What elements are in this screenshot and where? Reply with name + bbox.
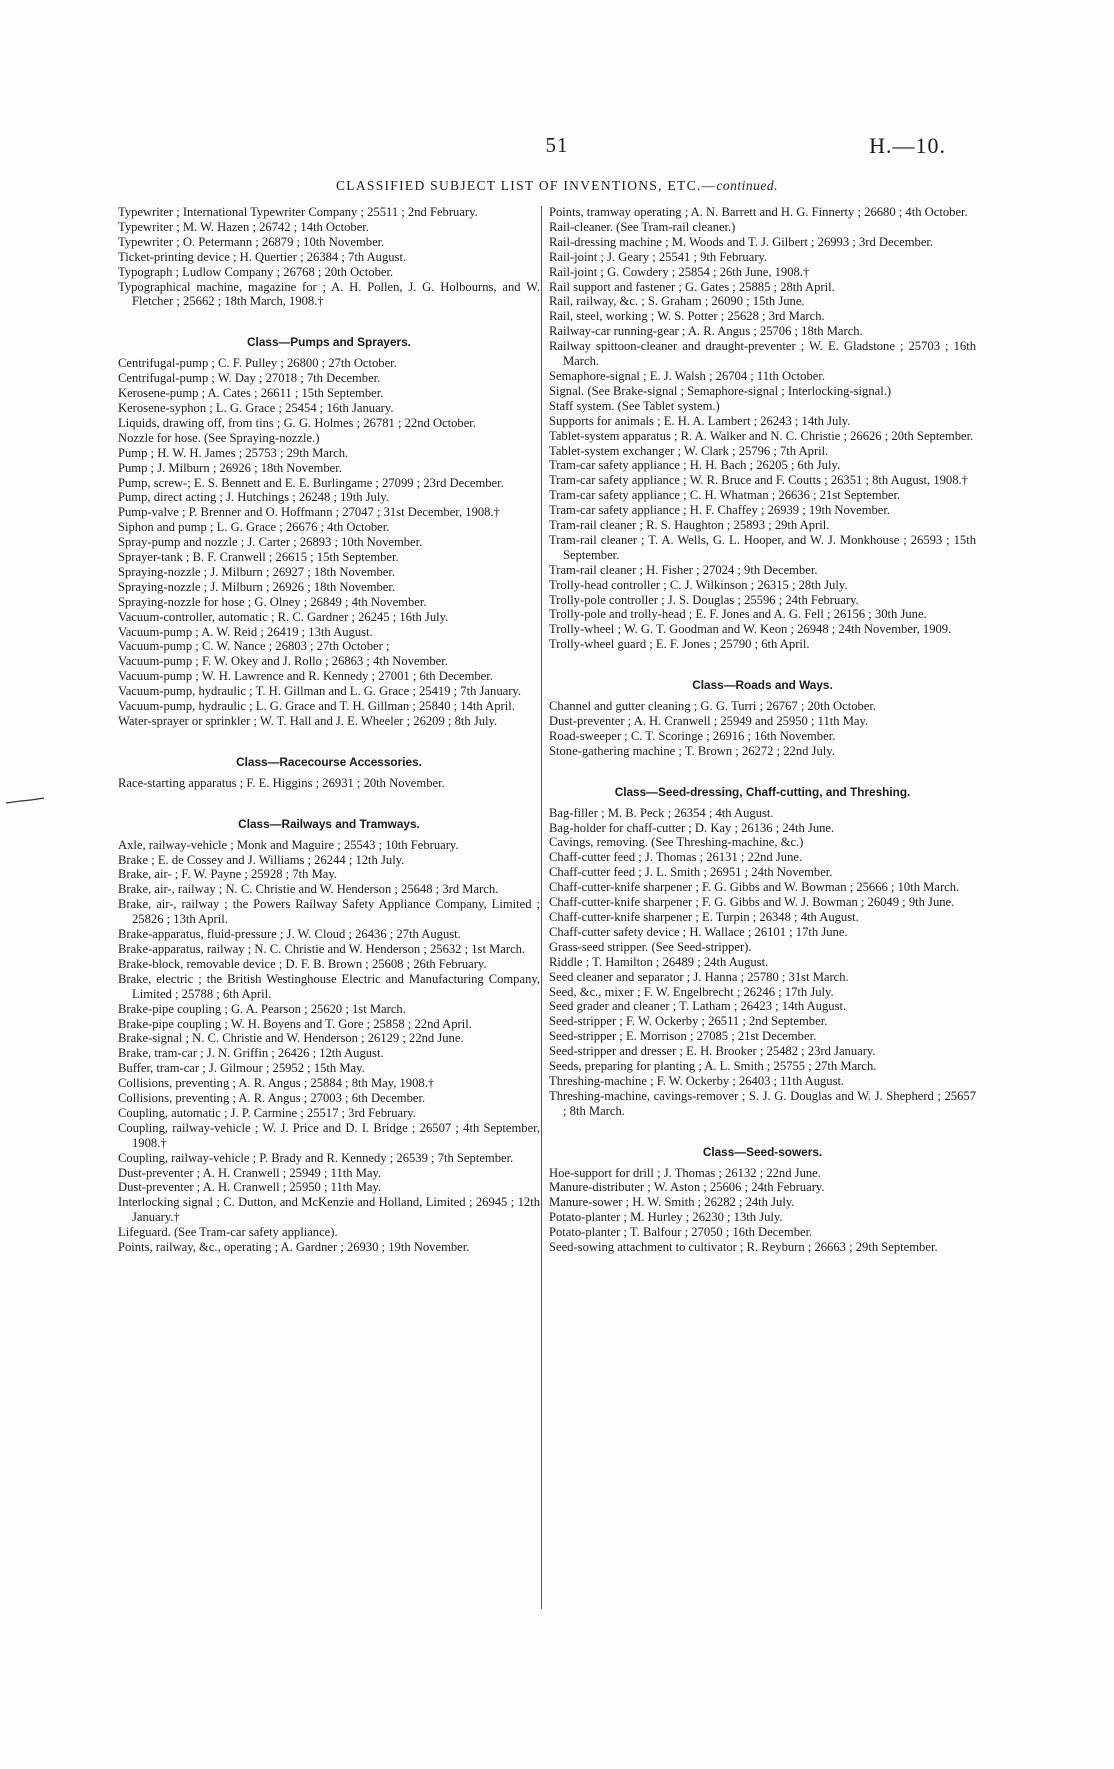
invention-entry: Chaff-cutter-knife sharpener ; E. Turpin ; 26348 ; 4th August. xyxy=(549,909,859,924)
invention-entry: Spraying-nozzle ; J. Milburn ; 26926 ; 18th November. xyxy=(118,579,396,594)
invention-entry: Coupling, railway-vehicle ; P. Brady and R. Kennedy ; 26539 ; 7th September. xyxy=(118,1150,514,1165)
invention-entry: Brake-pipe coupling ; W. H. Boyens and T. Gore ; 25858 ; 22nd April. xyxy=(118,1016,472,1031)
invention-entry: Rail-cleaner. (See Tram-rail cleaner.) xyxy=(549,219,736,234)
invention-entry: Trolly-pole controller ; J. S. Douglas ; 25596 ; 24th February. xyxy=(549,592,859,607)
invention-entry: Trolly-head controller ; C. J. Wilkinson ; 26315 ; 28th July. xyxy=(549,577,848,592)
section-spacer xyxy=(549,652,976,672)
invention-entry: Vacuum-pump, hydraulic ; T. H. Gillman and L. G. Grace ; 25419 ; 7th January. xyxy=(118,684,522,699)
invention-entry: Chaff-cutter safety device ; H. Wallace ; 26101 ; 17th June. xyxy=(549,924,848,939)
section-spacer xyxy=(549,759,976,779)
invention-entry: Manure-distributer ; W. Aston ; 25606 ; 24th February. xyxy=(549,1180,825,1195)
invention-entry: Brake-pipe coupling ; G. A. Pearson ; 25620 ; 1st March. xyxy=(118,1001,406,1016)
list-heading-continued: continued. xyxy=(716,178,778,193)
section-spacer xyxy=(118,791,540,811)
invention-entry: Centrifugal-pump ; W. Day ; 27018 ; 7th December. xyxy=(118,371,381,386)
class-heading: Class—Racecourse Accessories. xyxy=(236,754,422,769)
column-divider xyxy=(541,206,542,1609)
invention-entry: Liquids, drawing off, from tins ; G. G. Holmes ; 26781 ; 22nd October. xyxy=(118,415,476,430)
invention-entry: Vacuum-pump, hydraulic ; L. G. Grace and T. H. Gillman ; 25840 ; 14th April. xyxy=(118,699,515,714)
invention-entry: Channel and gutter cleaning ; G. G. Turri ; 26767 ; 20th October. xyxy=(549,699,877,714)
invention-entry: Seed cleaner and separator ; J. Hanna ; 25780 ; 31st March. xyxy=(549,969,849,984)
invention-entry: Seeds, preparing for planting ; A. L. Smith ; 25755 ; 27th March. xyxy=(549,1059,877,1074)
invention-entry: Chaff-cutter-knife sharpener ; F. G. Gibbs and W. Bowman ; 25666 ; 10th March. xyxy=(549,880,960,895)
invention-entry: Potato-planter ; T. Balfour ; 27050 ; 16th December. xyxy=(549,1225,813,1240)
invention-entry: Siphon and pump ; L. G. Grace ; 26676 ; 4th October. xyxy=(118,520,390,535)
invention-entry: Bag-holder for chaff-cutter ; D. Kay ; 26136 ; 24th June. xyxy=(549,820,835,835)
invention-entry: Rail support and fastener ; G. Gates ; 25885 ; 28th April. xyxy=(549,279,835,294)
invention-entry: Points, tramway operating ; A. N. Barrett and H. G. Finnerty ; 26680 ; 4th October. xyxy=(549,205,968,219)
invention-entry: Rail-joint ; J. Geary ; 25541 ; 9th February. xyxy=(549,249,768,264)
invention-entry: Dust-preventer ; A. H. Cranwell ; 25949 and 25950 ; 11th May. xyxy=(549,714,869,728)
invention-entry: Spraying-nozzle ; J. Milburn ; 26927 ; 18th November. xyxy=(118,564,396,579)
invention-entry: Supports for animals ; E. H. A. Lambert ; 26243 ; 14th July. xyxy=(549,413,851,428)
class-heading: Class—Seed-sowers. xyxy=(702,1144,823,1159)
invention-entry: Brake ; E. de Cossey and J. Williams ; 26244 ; 12th July. xyxy=(118,852,405,867)
invention-entry: Interlocking signal ; C. Dutton, and McKenzie and Holland, Limited ; 26945 ; 12th January.† xyxy=(118,1195,540,1225)
invention-entry: Tram-car safety appliance ; H. H. Bach ; 26205 ; 6th July. xyxy=(549,458,841,473)
invention-entry: Tram-car safety appliance ; C. H. Whatman ; 26636 ; 21st September. xyxy=(549,488,901,503)
invention-entry: Pump, direct acting ; J. Hutchings ; 26248 ; 19th July. xyxy=(118,490,389,505)
invention-entry: Collisions, preventing ; A. R. Angus ; 27003 ; 6th December. xyxy=(118,1091,426,1106)
invention-entry: Threshing-machine ; F. W. Ockerby ; 26403 ; 11th August. xyxy=(549,1073,845,1088)
invention-entry: Tram-car safety appliance ; W. R. Bruce and F. Coutts ; 26351 ; 8th August, 1908.† xyxy=(549,473,968,488)
invention-entry: Seed, &c., mixer ; F. W. Engelbrecht ; 26246 ; 17th July. xyxy=(549,984,834,999)
invention-entry: Brake, air-, railway ; N. C. Christie and W. Henderson ; 25648 ; 3rd March. xyxy=(118,882,499,897)
invention-entry: Brake, tram-car ; J. N. Griffin ; 26426 ; 12th August. xyxy=(118,1046,384,1061)
invention-entry: Ticket-printing device ; H. Quertier ; 26384 ; 7th August. xyxy=(118,249,407,264)
invention-entry: Seed grader and cleaner ; T. Latham ; 26423 ; 14th August. xyxy=(549,999,847,1014)
class-heading: Class—Seed-dressing, Chaff-cutting, and Threshing. xyxy=(614,784,911,799)
invention-entry: Brake, air-, railway ; the Powers Railway Safety Appliance Company, Limited ; 25826 ; 13th April. xyxy=(118,897,540,927)
invention-entry: Chaff-cutter feed ; J. Thomas ; 26131 ; 22nd June. xyxy=(549,850,803,865)
invention-entry: Buffer, tram-car ; J. Gilmour ; 25952 ; 15th May. xyxy=(118,1061,365,1076)
invention-entry: Tram-car safety appliance ; H. F. Chaffey ; 26939 ; 19th November. xyxy=(549,503,891,518)
invention-entry: Tablet-system apparatus ; R. A. Walker and N. C. Christie ; 26626 ; 20th September. xyxy=(549,428,974,443)
invention-entry: Road-sweeper ; C. T. Scoringe ; 26916 ; 16th November. xyxy=(549,728,836,743)
invention-entry: Brake, electric ; the British Westinghouse Electric and Manufacturing Company, Limited ; 25788 ; 6th April. xyxy=(118,971,540,1001)
invention-entry: Cavings, removing. (See Threshing-machine, &c.) xyxy=(549,835,804,850)
invention-entry: Tablet-system exchanger ; W. Clark ; 25796 ; 7th April. xyxy=(549,443,829,458)
left-column xyxy=(118,205,540,1255)
invention-entry: Vacuum-pump ; W. H. Lawrence and R. Kennedy ; 27001 ; 6th December. xyxy=(118,669,493,684)
invention-entry: Brake-apparatus, railway ; N. C. Christie and W. Henderson ; 25632 ; 1st March. xyxy=(118,941,526,956)
invention-entry: Dust-preventer ; A. H. Cranwell ; 25950 ; 11th May. xyxy=(118,1180,382,1195)
invention-entry: Typograph ; Ludlow Company ; 26768 ; 20th October. xyxy=(118,264,394,279)
invention-entry: Seed-stripper ; F. W. Ockerby ; 26511 ; 2nd September. xyxy=(549,1014,828,1029)
class-heading: Class—Pumps and Sprayers. xyxy=(247,335,411,350)
invention-entry: Rail, steel, working ; W. S. Potter ; 25628 ; 3rd March. xyxy=(549,309,825,324)
invention-entry: Sprayer-tank ; B. F. Cranwell ; 26615 ; 15th September. xyxy=(118,550,399,565)
invention-entry: Staff system. (See Tablet system.) xyxy=(549,398,720,413)
invention-entry: Rail-joint ; G. Cowdery ; 25854 ; 26th June, 1908.† xyxy=(549,264,810,279)
invention-entry: Tram-rail cleaner ; R. S. Haughton ; 25893 ; 29th April. xyxy=(549,518,830,533)
invention-entry: Coupling, railway-vehicle ; W. J. Price and D. I. Bridge ; 26507 ; 4th September, 1908.† xyxy=(118,1120,540,1150)
invention-entry: Collisions, preventing ; A. R. Angus ; 25884 ; 8th May, 1908.† xyxy=(118,1076,435,1091)
invention-entry: Trolly-wheel ; W. G. T. Goodman and W. Keon ; 26948 ; 24th November, 1909. xyxy=(549,622,952,637)
invention-entry: Seed-stripper ; E. Morrison ; 27085 ; 21st December. xyxy=(549,1029,817,1044)
class-heading: Class—Roads and Ways. xyxy=(692,678,833,693)
invention-entry: Pump ; H. W. H. James ; 25753 ; 29th March. xyxy=(118,445,349,460)
invention-entry: Lifeguard. (See Tram-car safety appliance). xyxy=(118,1225,338,1240)
invention-entry: Vacuum-pump ; A. W. Reid ; 26419 ; 13th August. xyxy=(118,624,373,639)
invention-entry: Points, railway, &c., operating ; A. Gardner ; 26930 ; 19th November. xyxy=(118,1240,470,1255)
invention-entry: Brake, air- ; F. W. Payne ; 25928 ; 7th May. xyxy=(118,867,337,882)
invention-entry: Centrifugal-pump ; C. F. Pulley ; 26800 ; 27th October. xyxy=(118,356,397,371)
invention-entry: Trolly-wheel guard ; E. F. Jones ; 25790 ; 6th April. xyxy=(549,637,810,652)
invention-entry: Typewriter ; M. W. Hazen ; 26742 ; 14th October. xyxy=(118,219,369,234)
invention-entry: Semaphore-signal ; E. J. Walsh ; 26704 ; 11th October. xyxy=(549,368,826,383)
section-spacer xyxy=(549,1119,976,1139)
invention-entry: Seed-sowing attachment to cultivator ; R. Reyburn ; 26663 ; 29th September. xyxy=(549,1240,938,1255)
invention-entry: Kerosene-syphon ; L. G. Grace ; 25454 ; 16th January. xyxy=(118,400,394,415)
invention-entry: Hoe-support for drill ; J. Thomas ; 26132 ; 22nd June. xyxy=(549,1165,821,1180)
invention-entry: Manure-sower ; H. W. Smith ; 26282 ; 24th July. xyxy=(549,1195,795,1210)
invention-entry: Vacuum-controller, automatic ; R. C. Gardner ; 26245 ; 16th July. xyxy=(118,609,449,624)
document-reference: H.—10. xyxy=(869,133,946,158)
invention-entry: Rail-dressing machine ; M. Woods and T. J. Gilbert ; 26993 ; 3rd December. xyxy=(549,234,934,249)
invention-entry: Water-sprayer or sprinkler ; W. T. Hall and J. E. Wheeler ; 26209 ; 8th July. xyxy=(118,714,498,728)
invention-entry: Pump, screw-; E. S. Bennett and E. E. Burlingame ; 27099 ; 23rd December. xyxy=(118,475,504,490)
invention-entry: Vacuum-pump ; F. W. Okey and J. Rollo ; 26863 ; 4th November. xyxy=(118,654,448,669)
invention-entry: Stone-gathering machine ; T. Brown ; 26272 ; 22nd July. xyxy=(549,743,835,758)
invention-entry: Rail, railway, &c. ; S. Graham ; 26090 ; 15th June. xyxy=(549,294,805,309)
invention-entry: Brake-apparatus, fluid-pressure ; J. W. Cloud ; 26436 ; 27th August. xyxy=(118,927,461,942)
invention-entry: Spray-pump and nozzle ; J. Carter ; 26893 ; 10th November. xyxy=(118,535,423,550)
invention-entry: Kerosene-pump ; A. Cates ; 26611 ; 15th September. xyxy=(118,386,384,401)
invention-entry: Brake-block, removable device ; D. F. B. Brown ; 25608 ; 26th February. xyxy=(118,956,487,971)
invention-entry: Trolly-pole and trolly-head ; E. F. Jones and A. G. Fell ; 26156 ; 30th June. xyxy=(549,607,927,622)
invention-entry: Coupling, automatic ; J. P. Carmine ; 25517 ; 3rd February. xyxy=(118,1105,416,1120)
invention-entry: Railway spittoon-cleaner and draught-preventer ; W. E. Gladstone ; 25703 ; 16th March. xyxy=(549,339,976,369)
invention-entry: Nozzle for hose. (See Spraying-nozzle.) xyxy=(118,430,320,445)
invention-entry: Typewriter ; International Typewriter Company ; 25511 ; 2nd February. xyxy=(118,205,478,219)
invention-entry: Pump ; J. Milburn ; 26926 ; 18th November. xyxy=(118,460,342,475)
invention-entry: Brake-signal ; N. C. Christie and W. Henderson ; 26129 ; 22nd June. xyxy=(118,1031,464,1046)
invention-entry: Typographical machine, magazine for ; A. H. Pollen, J. G. Holbourns, and W. Fletcher ; 25662 ; 18th March, 1908.† xyxy=(118,279,540,309)
section-spacer xyxy=(118,729,540,749)
invention-entry: Seed-stripper and dresser ; E. H. Brooker ; 25482 ; 23rd January. xyxy=(549,1044,876,1059)
invention-entry: Threshing-machine, cavings-remover ; S. J. G. Douglas and W. J. Shepherd ; 25657 ; 8th March. xyxy=(549,1088,976,1118)
margin-pen-mark xyxy=(5,797,45,805)
invention-entry: Grass-seed stripper. (See Seed-stripper). xyxy=(549,939,752,954)
list-heading xyxy=(0,178,1114,194)
invention-entry: Tram-rail cleaner ; H. Fisher ; 27024 ; 9th December. xyxy=(549,562,818,577)
invention-entry: Riddle ; T. Hamilton ; 26489 ; 24th August. xyxy=(549,954,769,969)
invention-entry: Signal. (See Brake-signal ; Semaphore-signal ; Interlocking-signal.) xyxy=(549,383,892,398)
class-heading: Class—Railways and Tramways. xyxy=(238,816,420,831)
invention-entry: Axle, railway-vehicle ; Monk and Maguire ; 25543 ; 10th February. xyxy=(118,837,459,852)
invention-entry: Vacuum-pump ; C. W. Nance ; 26803 ; 27th October ; xyxy=(118,639,390,654)
invention-entry: Spraying-nozzle for hose ; G. Olney ; 26849 ; 4th November. xyxy=(118,594,427,609)
section-spacer xyxy=(118,309,540,329)
page-number: 51 xyxy=(545,133,569,157)
invention-entry: Dust-preventer ; A. H. Cranwell ; 25949 ; 11th May. xyxy=(118,1165,382,1180)
right-column xyxy=(549,205,976,1255)
invention-entry: Pump-valve ; P. Brenner and O. Hoffmann ; 27047 ; 31st December, 1908.† xyxy=(118,505,500,520)
invention-entry: Chaff-cutter-knife sharpener ; F. G. Gibbs and W. J. Bowman ; 26049 ; 9th June. xyxy=(549,895,955,910)
invention-entry: Railway-car running-gear ; A. R. Angus ; 25706 ; 18th March. xyxy=(549,324,863,339)
invention-entry: Race-starting apparatus ; F. E. Higgins ; 26931 ; 20th November. xyxy=(118,775,445,790)
invention-entry: Chaff-cutter feed ; J. L. Smith ; 26951 ; 24th November. xyxy=(549,865,833,880)
invention-entry: Typewriter ; O. Petermann ; 26879 ; 10th November. xyxy=(118,234,385,249)
invention-entry: Tram-rail cleaner ; T. A. Wells, G. L. Hooper, and W. J. Monkhouse ; 26593 ; 15th September. xyxy=(549,532,976,562)
list-heading-title: CLASSIFIED SUBJECT LIST OF INVENTIONS, ETC.— xyxy=(336,178,717,193)
invention-entry: Potato-planter ; M. Hurley ; 26230 ; 13th July. xyxy=(549,1210,783,1225)
invention-entry: Bag-filler ; M. B. Peck ; 26354 ; 4th August. xyxy=(549,805,774,820)
